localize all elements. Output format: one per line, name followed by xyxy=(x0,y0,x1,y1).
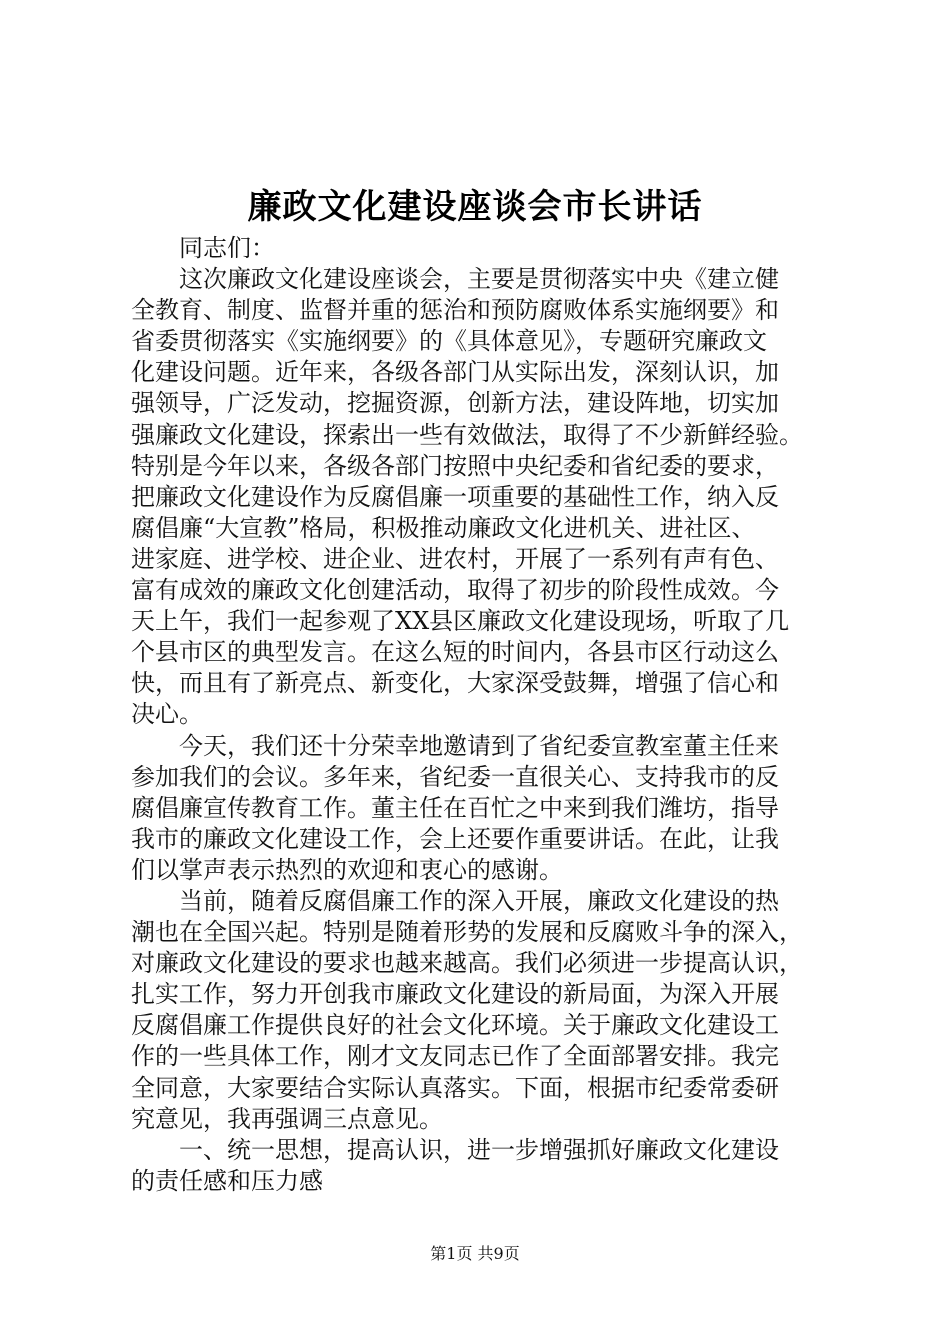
body-line: 们以掌声表示热烈的欢迎和衷心的感谢。 xyxy=(131,855,563,884)
body-line: 进家庭、进学校、进企业、进农村，开展了一系列有声有色、 xyxy=(131,544,779,573)
body-line: 强领导，广泛发动，挖掘资源，创新方法，建设阵地，切实加 xyxy=(131,389,779,418)
body-line: 作的一些具体工作，刚才文友同志已作了全面部署安排。我完 xyxy=(131,1042,779,1071)
body-line: 决心。 xyxy=(131,700,203,729)
body-line: 一、统一思想，提高认识，进一步增强抓好廉政文化建设 xyxy=(131,1135,779,1164)
body-line: 个县市区的典型发言。在这么短的时间内，各县市区行动这么 xyxy=(131,638,779,667)
body-line: 反腐倡廉工作提供良好的社会文化环境。关于廉政文化建设工 xyxy=(131,1011,779,1040)
body-line: 同志们： xyxy=(131,234,275,262)
body-line: 化建设问题。近年来，各级各部门从实际出发，深刻认识，加 xyxy=(131,358,779,387)
body-line: 特别是今年以来，各级各部门按照中央纪委和省纪委的要求， xyxy=(131,451,779,480)
page-footer: 第1页 共9页 xyxy=(430,1244,520,1263)
body-line: 我市的廉政文化建设工作，会上还要作重要讲话。在此，让我 xyxy=(131,824,779,853)
body-line: 今天，我们还十分荣幸地邀请到了省纪委宣教室董主任来 xyxy=(131,731,779,760)
document-title: 廉政文化建设座谈会市长讲话 xyxy=(247,187,703,227)
body-line: 潮也在全国兴起。特别是随着形势的发展和反腐败斗争的深入， xyxy=(131,918,803,947)
body-line: 腐倡廉宣传教育工作。董主任在百忙之中来到我们潍坊，指导 xyxy=(131,793,779,822)
body-line: 扎实工作，努力开创我市廉政文化建设的新局面，为深入开展 xyxy=(131,980,779,1009)
body-line: 省委贯彻落实《实施纲要》的《具体意见》，专题研究廉政文 xyxy=(131,327,767,356)
body-line: 的责任感和压力感 xyxy=(131,1166,323,1195)
body-line: 这次廉政文化建设座谈会，主要是贯彻落实中央《建立健 xyxy=(131,265,779,294)
body-line: 究意见，我再强调三点意见。 xyxy=(131,1104,443,1133)
body-line: 全同意，大家要结合实际认真落实。下面，根据市纪委常委研 xyxy=(131,1073,779,1102)
body-line: 当前，随着反腐倡廉工作的深入开展，廉政文化建设的热 xyxy=(131,886,779,915)
body-line: 参加我们的会议。多年来，省纪委一直很关心、支持我市的反 xyxy=(131,762,779,791)
body-line: 对廉政文化建设的要求也越来越高。我们必须进一步提高认识， xyxy=(131,949,803,978)
body-line: 快，而且有了新亮点、新变化，大家深受鼓舞，增强了信心和 xyxy=(131,669,779,698)
body-line: 富有成效的廉政文化创建活动，取得了初步的阶段性成效。今 xyxy=(131,576,779,605)
body-line: 强廉政文化建设，探索出一些有效做法，取得了不少新鲜经验。 xyxy=(131,420,803,449)
body-line: 天上午，我们一起参观了XX县区廉政文化建设现场，听取了几 xyxy=(131,607,790,636)
document-body xyxy=(131,233,836,1197)
body-line: 把廉政文化建设作为反腐倡廉一项重要的基础性工作，纳入反 xyxy=(131,482,779,511)
body-line: 腐倡廉“大宣教”格局，积极推动廉政文化进机关、进社区、 xyxy=(131,513,756,542)
body-line: 全教育、制度、监督并重的惩治和预防腐败体系实施纲要》和 xyxy=(131,296,779,325)
